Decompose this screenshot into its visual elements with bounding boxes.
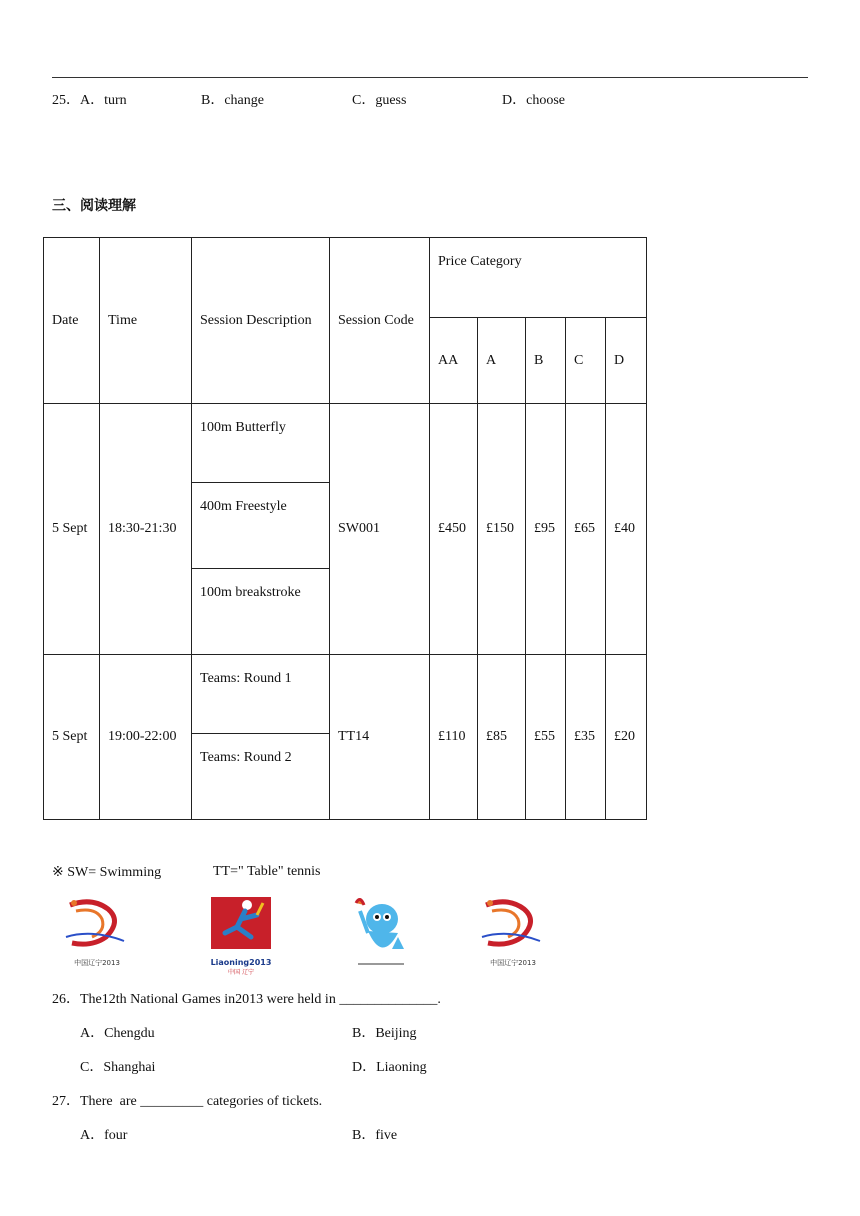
header-code: Session Code xyxy=(330,238,430,404)
games-emblem-icon xyxy=(478,893,548,953)
note-swimming: ※ SW= Swimming xyxy=(52,865,162,880)
row2-price-b: £55 xyxy=(526,655,566,820)
row1-price-d: £40 xyxy=(606,404,647,655)
logo2-caption: Liaoning2013 xyxy=(210,958,272,967)
q27-option-b[interactable]: B．five xyxy=(352,1128,398,1143)
header-price-category: Price Category xyxy=(430,238,647,318)
q25-option-a[interactable]: A．turn xyxy=(80,93,127,108)
header-description: Session Description xyxy=(192,238,330,404)
row1-event-1: 100m Butterfly xyxy=(192,404,330,483)
row1-event-3: 100m breakstroke xyxy=(192,569,330,655)
games-logo-4 xyxy=(478,893,548,975)
row2-event-1: Teams: Round 1 xyxy=(192,655,330,734)
games-emblem-icon xyxy=(62,893,132,953)
q25-option-b[interactable]: B．change xyxy=(201,93,264,108)
row1-date: 5 Sept xyxy=(44,404,100,655)
section-title: 三、阅读理解 xyxy=(52,198,136,214)
q25-option-c[interactable]: C．guess xyxy=(352,93,407,108)
row2-time: 19:00-22:00 xyxy=(100,655,192,820)
row2-date: 5 Sept xyxy=(44,655,100,820)
games-mascot xyxy=(346,893,416,975)
category-d: D xyxy=(606,318,647,404)
row2-code: TT14 xyxy=(330,655,430,820)
top-divider xyxy=(52,77,808,78)
row1-price-b: £95 xyxy=(526,404,566,655)
category-b: B xyxy=(526,318,566,404)
q26-option-c[interactable]: C．Shanghai xyxy=(80,1060,156,1075)
row1-code: SW001 xyxy=(330,404,430,655)
q26-option-b[interactable]: B．Beijing xyxy=(352,1026,417,1041)
row2-event-2: Teams: Round 2 xyxy=(192,734,330,820)
header-time: Time xyxy=(100,238,192,404)
q26-option-d[interactable]: D．Liaoning xyxy=(352,1060,427,1075)
logo2-sub: 中国 辽宁 xyxy=(228,969,254,976)
table-row xyxy=(44,404,647,483)
category-a: A xyxy=(478,318,526,404)
schedule-table xyxy=(43,237,647,820)
note-table-tennis: TT=" Table" tennis xyxy=(213,864,321,879)
category-c: C xyxy=(566,318,606,404)
row1-price-c: £65 xyxy=(566,404,606,655)
category-aa: AA xyxy=(430,318,478,404)
q25-option-d[interactable]: D．choose xyxy=(502,93,565,108)
athlete-emblem-icon xyxy=(207,893,275,953)
games-logo-2 xyxy=(207,893,275,975)
logo4-caption: 中国辽宁2013 xyxy=(490,959,536,967)
mascot-icon xyxy=(346,893,416,971)
games-logo-1 xyxy=(62,893,132,975)
q25-number: 25． xyxy=(52,93,80,108)
q27-option-a[interactable]: A．four xyxy=(80,1128,128,1143)
header-date: Date xyxy=(44,238,100,404)
header-row xyxy=(44,238,647,318)
row2-price-a: £85 xyxy=(478,655,526,820)
row1-event-2: 400m Freestyle xyxy=(192,483,330,569)
row1-price-aa: £450 xyxy=(430,404,478,655)
row1-time: 18:30-21:30 xyxy=(100,404,192,655)
q26-stem: 26．The12th National Games in2013 were held in ______________. xyxy=(52,992,441,1007)
logo1-caption: 中国辽宁2013 xyxy=(74,959,120,967)
table-row xyxy=(44,655,647,734)
q27-stem: 27．There are _________ categories of tickets. xyxy=(52,1094,323,1109)
q26-option-a[interactable]: A．Chengdu xyxy=(80,1026,155,1041)
row2-price-d: £20 xyxy=(606,655,647,820)
row2-price-aa: £110 xyxy=(430,655,478,820)
row1-price-a: £150 xyxy=(478,404,526,655)
row2-price-c: £35 xyxy=(566,655,606,820)
